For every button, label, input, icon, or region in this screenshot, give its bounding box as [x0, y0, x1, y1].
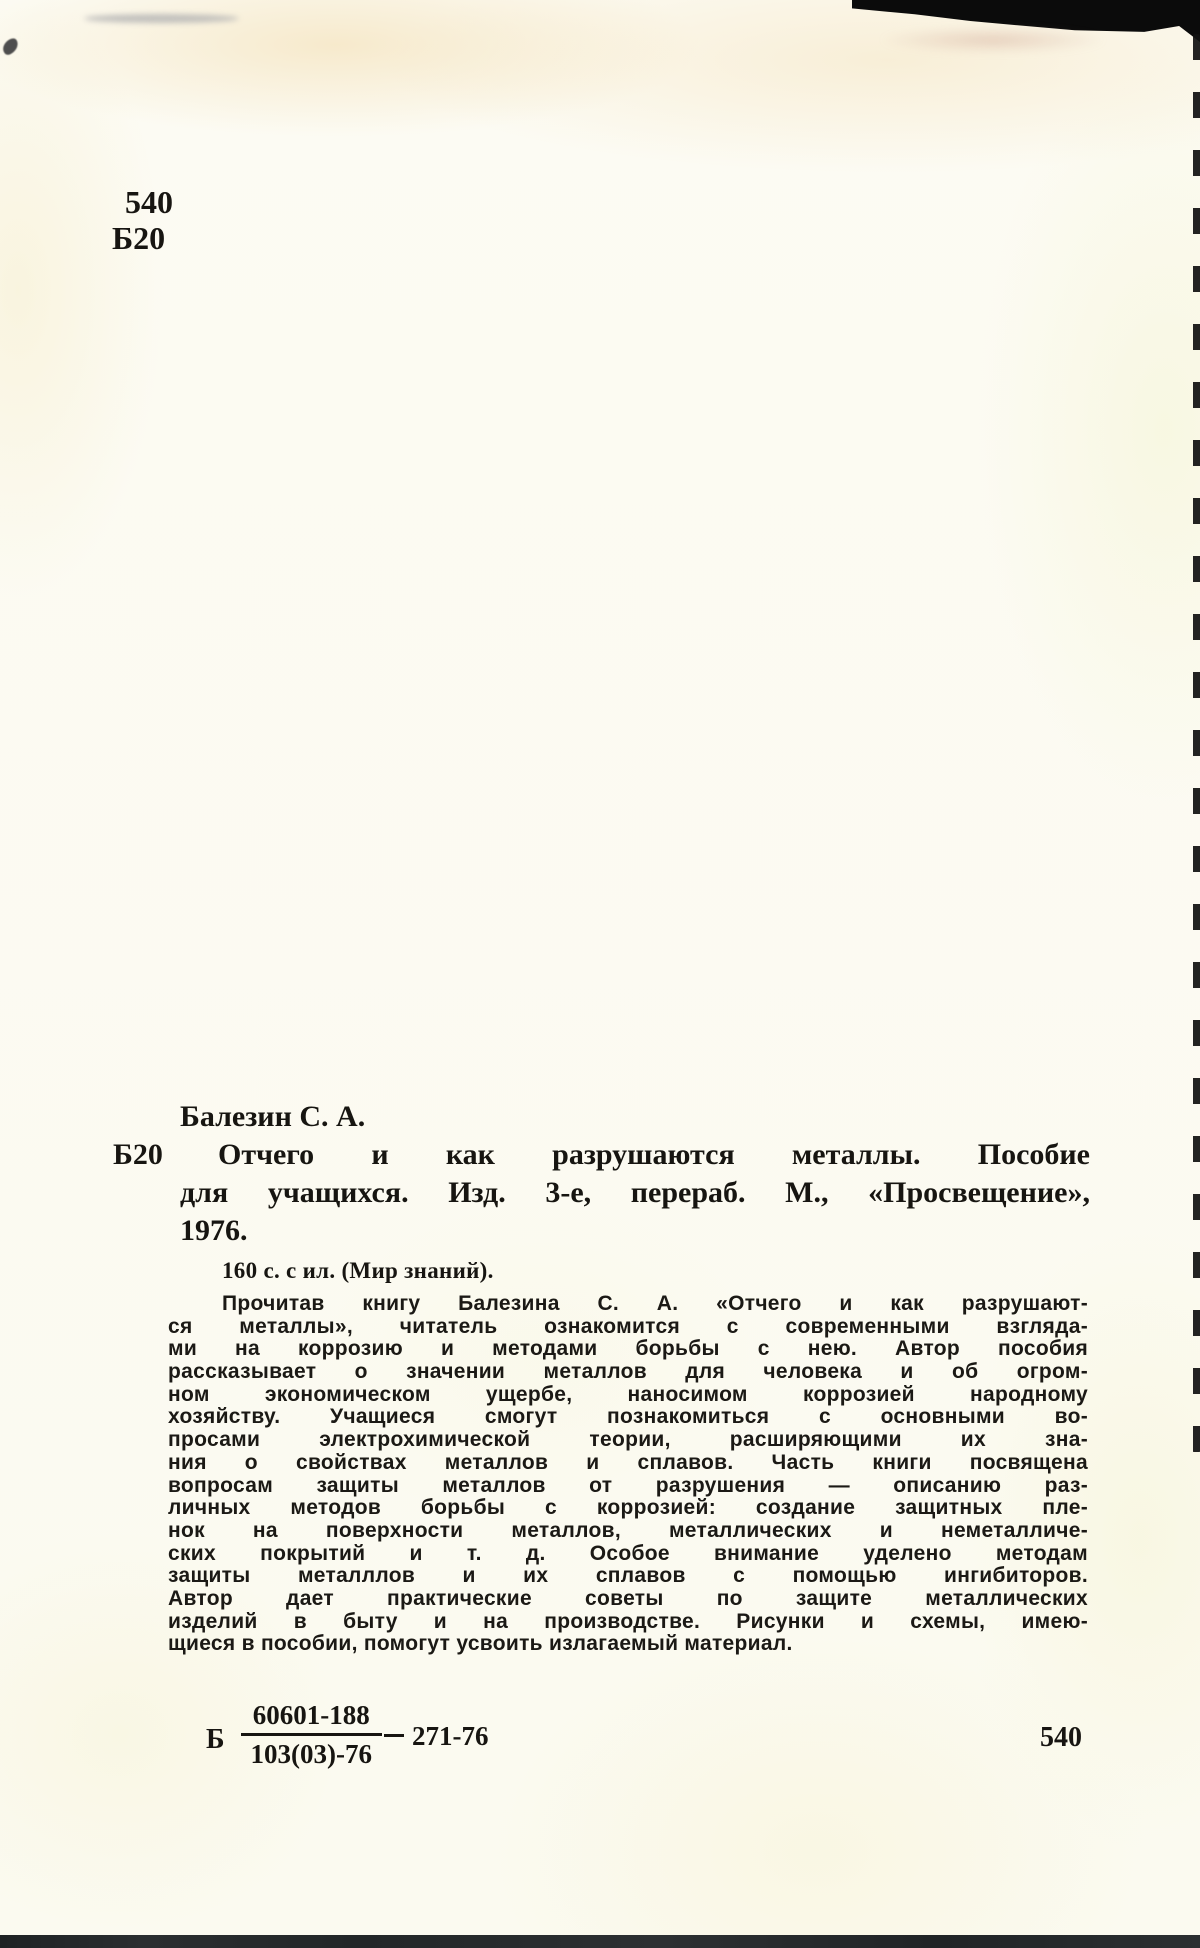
fraction-denominator: 103(03)-76 [241, 1733, 382, 1770]
annotation-line: щиеся в пособии, помогут усвоить излагаемый материал. [168, 1632, 793, 1656]
title-year: 1976. [180, 1214, 248, 1247]
page-class-number: 540 [1040, 1722, 1082, 1753]
title-line-2: для учащихся. Изд. 3-е, перераб. М., «Просвещение», [180, 1176, 1090, 1209]
call-number [112, 184, 173, 256]
annotation-line: ми на коррозию и методами борьбы с нею. Автор пособия [168, 1337, 1088, 1361]
colophon-code [206, 1700, 489, 1770]
annotation-line: хозяйству. Учащиеся смогут познакомиться с основными во- [168, 1405, 1088, 1429]
collation-line: 160 с. с ил. (Мир знаний). [222, 1258, 494, 1283]
annotation-line: рассказывает о значении металлов для человека и об огром- [168, 1360, 1088, 1384]
annotation-line: изделий в быту и на производстве. Рисунки и схемы, имею- [168, 1609, 1088, 1633]
scan-smear-top-right [878, 26, 1108, 54]
annotation-line: защиты металллов и их сплавов с помощью ингибиторов. [168, 1564, 1088, 1588]
annotation-line: личных методов борьбы с коррозией: создание защитных пле- [168, 1496, 1088, 1520]
scan-smudge-top [84, 14, 239, 23]
scan-edge-bottom [0, 1935, 1200, 1948]
annotation-line: просами электрохимической теории, расширяющими их зна- [168, 1428, 1088, 1452]
call-number-author-mark: Б20 [112, 220, 166, 256]
entry-author-mark: Б20 [113, 1138, 163, 1171]
scan-mark-top-left [0, 36, 21, 56]
annotation-line: ном экономическом ущербе, наносимом коррозией народному [168, 1382, 1088, 1406]
annotation-line: Автор дает практические советы по защите металлических [168, 1586, 1088, 1610]
call-number-class: 540 [125, 184, 173, 220]
annotation-line: ских покрытий и т. д. Особое внимание уделено методам [168, 1541, 1088, 1565]
colophon-suffix: 271-76 [412, 1720, 489, 1751]
annotation-line: нок на поверхности металлов, металлических и неметалличе- [168, 1518, 1088, 1542]
annotation-line: Прочитав книгу Балезина С. А. «Отчего и как разрушают- [222, 1292, 1088, 1315]
fraction-numerator: 60601-188 [252, 1700, 370, 1730]
scan-edge-right [1193, 34, 1200, 1454]
fraction-bar-extension [384, 1734, 404, 1737]
colophon-prefix: Б [206, 1724, 225, 1755]
annotation-line: ния о свойствах металлов и сплавов. Часть книги посвящена [168, 1450, 1088, 1474]
author-heading: Балезин С. А. [180, 1100, 366, 1133]
annotation-line: ся металлы», читатель ознакомится с современными взгляда- [168, 1314, 1088, 1338]
annotation-paragraph [168, 1293, 1088, 1656]
colophon-fraction [241, 1700, 382, 1770]
title-line-1: Отчего и как разрушаются металлы. Пособие [218, 1138, 1090, 1171]
annotation-line: вопросам защиты металлов от разрушения — описанию раз- [168, 1473, 1088, 1497]
